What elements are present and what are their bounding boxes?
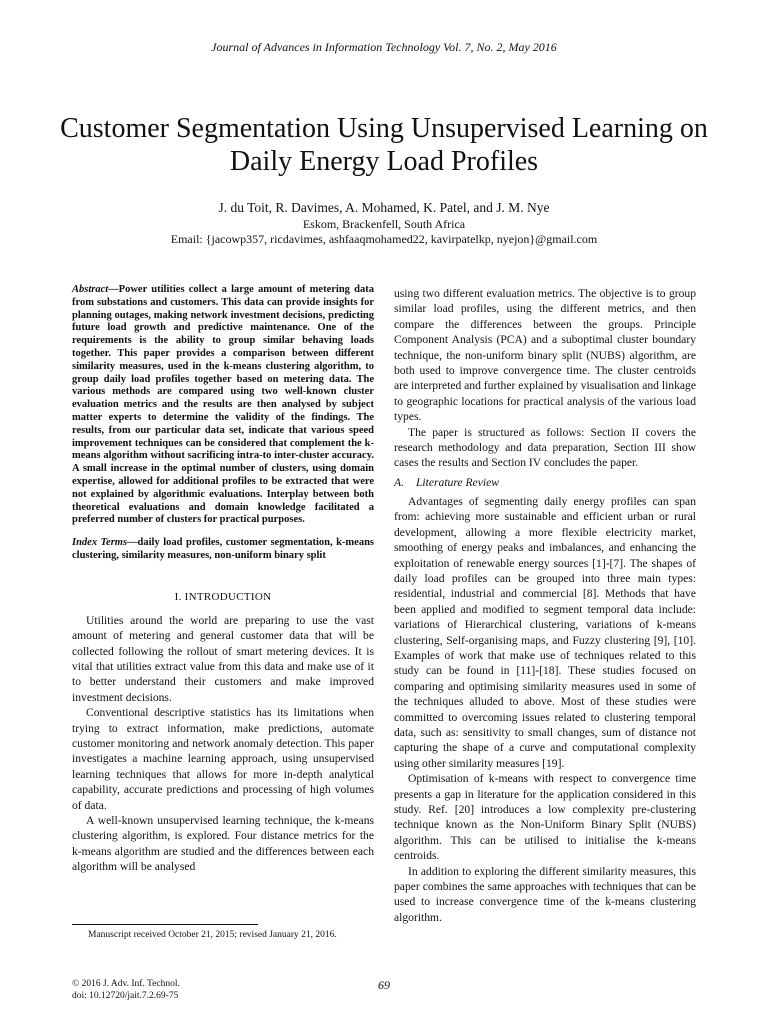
literature-paragraph: In addition to exploring the different similarity measures, this paper combines the same approaches with techniques that can be used to increase convergence time of the k-means clustering algorithm. [394,864,696,924]
footnote: Manuscript received October 21, 2015; revised January 21, 2016. [88,930,337,940]
literature-paragraph: Advantages of segmenting daily energy profiles can span from: achieving more sustainable and efficient urban or rural development, allowing a more flexible electricity market, smoothing of energy peaks and imbalances, and enhancing the exploitation of renewable energy sources [1]-[7]. The shapes of daily load profiles can be grouped into three main types: residential, industrial and commercial [8]. Methods that have been applied and modified to segment temporal data include: variations of Hierarchical clustering, variations of k-means clustering, Self-organising maps, and Fuzzy clustering [9], [10]. Examples of work that make use of techniques related to this study can be found in [11]-[18]. These studies focused on comparing and optimising similarity measures used in some of the techniques alluded to above. Most of these studies were committed to overcoming issues related to clustering temporal data, such as: sensitivity to small changes, sum of distance not capturing the shape of a curve and computational complexity using other similarity measures [19]. [394,494,696,770]
doi: doi: 10.12720/jait.7.2.69-75 [72,991,179,1001]
subsection-title: Literature Review [415,475,499,489]
intro-paragraph: A well-known unsupervised learning technique, the k-means clustering algorithm, is explored. Four distance metrics for the k-means algorithm are studied and the differences between each algorithm will be analysed [72,814,374,874]
paper-title: Customer Segmentation Using Unsupervised Learning on Daily Energy Load Profiles [60,113,708,177]
left-column [72,284,374,875]
section-heading-introduction: I. INTRODUCTION [174,590,272,603]
intro-paragraph: Utilities around the world are preparing to use the vast amount of metering and general customer data that will be collected following the rollout of smart metering devices. It is vital that utilities extract value from this data and make use of it to better understand their customers and make improved investment decisions. [72,613,374,704]
page-number: 69 [378,978,390,992]
index-terms-lead: Index Terms [72,537,128,549]
right-column [394,286,696,925]
subsection-number: A. [394,475,404,489]
journal-header: Journal of Advances in Information Technology Vol. 7, No. 2, May 2016 [211,40,557,54]
author-emails: Email: {jacowp357, ricdavimes, ashfaaqmohamed22, kavirpatelkp, nyejon}@gmail.com [170,232,598,246]
abstract-text: —Power utilities collect a large amount of metering data from substations and customers. This data can provide insights for planning outages, making network investment decisions, predicting future load growth and predictive maintenance. One of the requirements is the ability to group similar behaving loads together. This paper provides a comparison between different similarity measures, used in the k-means clustering algorithm, to group daily load profiles together based on metering data. The various methods are compared using two well-known cluster evaluation metrics and the results are then analysed by subject matter experts to determine the validity of the findings. The results, from our particular data set, indicate that various speed improvement techniques can be considered that complement the k-means algorithm without sacrificing intra-to inter-cluster accuracy. A small increase in the optimal number of clusters, using domain expertise, allowed for additional profiles to be extracted that were not explained by algorithmic evaluations. Interplay between both theoretical evaluations and domain knowledge facilitated a preferred number of clusters for practical purposes. [72,284,374,526]
affiliation: Eskom, Brackenfell, South Africa [302,217,466,231]
index-terms [72,537,374,563]
abstract [72,284,374,527]
structure-paragraph: The paper is structured as follows: Section II covers the research methodology and data preparation, Section III show cases the results and Section IV concludes the paper. [394,425,696,470]
copyright: © 2016 J. Adv. Inf. Technol. [72,979,180,989]
abstract-lead: Abstract [72,284,109,295]
subsection-heading-literature-review [394,475,696,490]
authors: J. du Toit, R. Davimes, A. Mohamed, K. Patel, and J. M. Nye [218,200,550,215]
intro-paragraph: Conventional descriptive statistics has its limitations when trying to extract information, make predictions, automate customer monitoring and network anomaly detection. This paper investigates a machine learning approach, using unsupervised learning techniques that allows for more in-depth analytical capability, accurate predictions and processing of high volumes of data. [72,706,374,812]
footnote-divider [72,924,258,925]
intro-continuation: using two different evaluation metrics. The objective is to group similar load profiles, using the different metrics, and then compare the differences between the groups. Principle Component Analysis (PCA) and a suboptimal cluster boundary technique, the non-uniform binary split (NUBS) algorithm, are both used to improve convergence time. The cluster centroids are interpreted and further explained by visualisation and linkage to geographic locations for practical analysis of the various load types. [394,287,696,424]
literature-paragraph: Optimisation of k-means with respect to convergence time presents a gap in literature for the application considered in this study. Ref. [20] introduces a low complexity pre-clustering technique known as the Non-Uniform Binary Split (NUBS) algorithm. This can be utilised to initialise the k-means centroids. [394,772,696,863]
index-terms-text: —daily load profiles, customer segmentation, k-means clustering, similarity measures, non-uniform binary split [72,537,374,561]
